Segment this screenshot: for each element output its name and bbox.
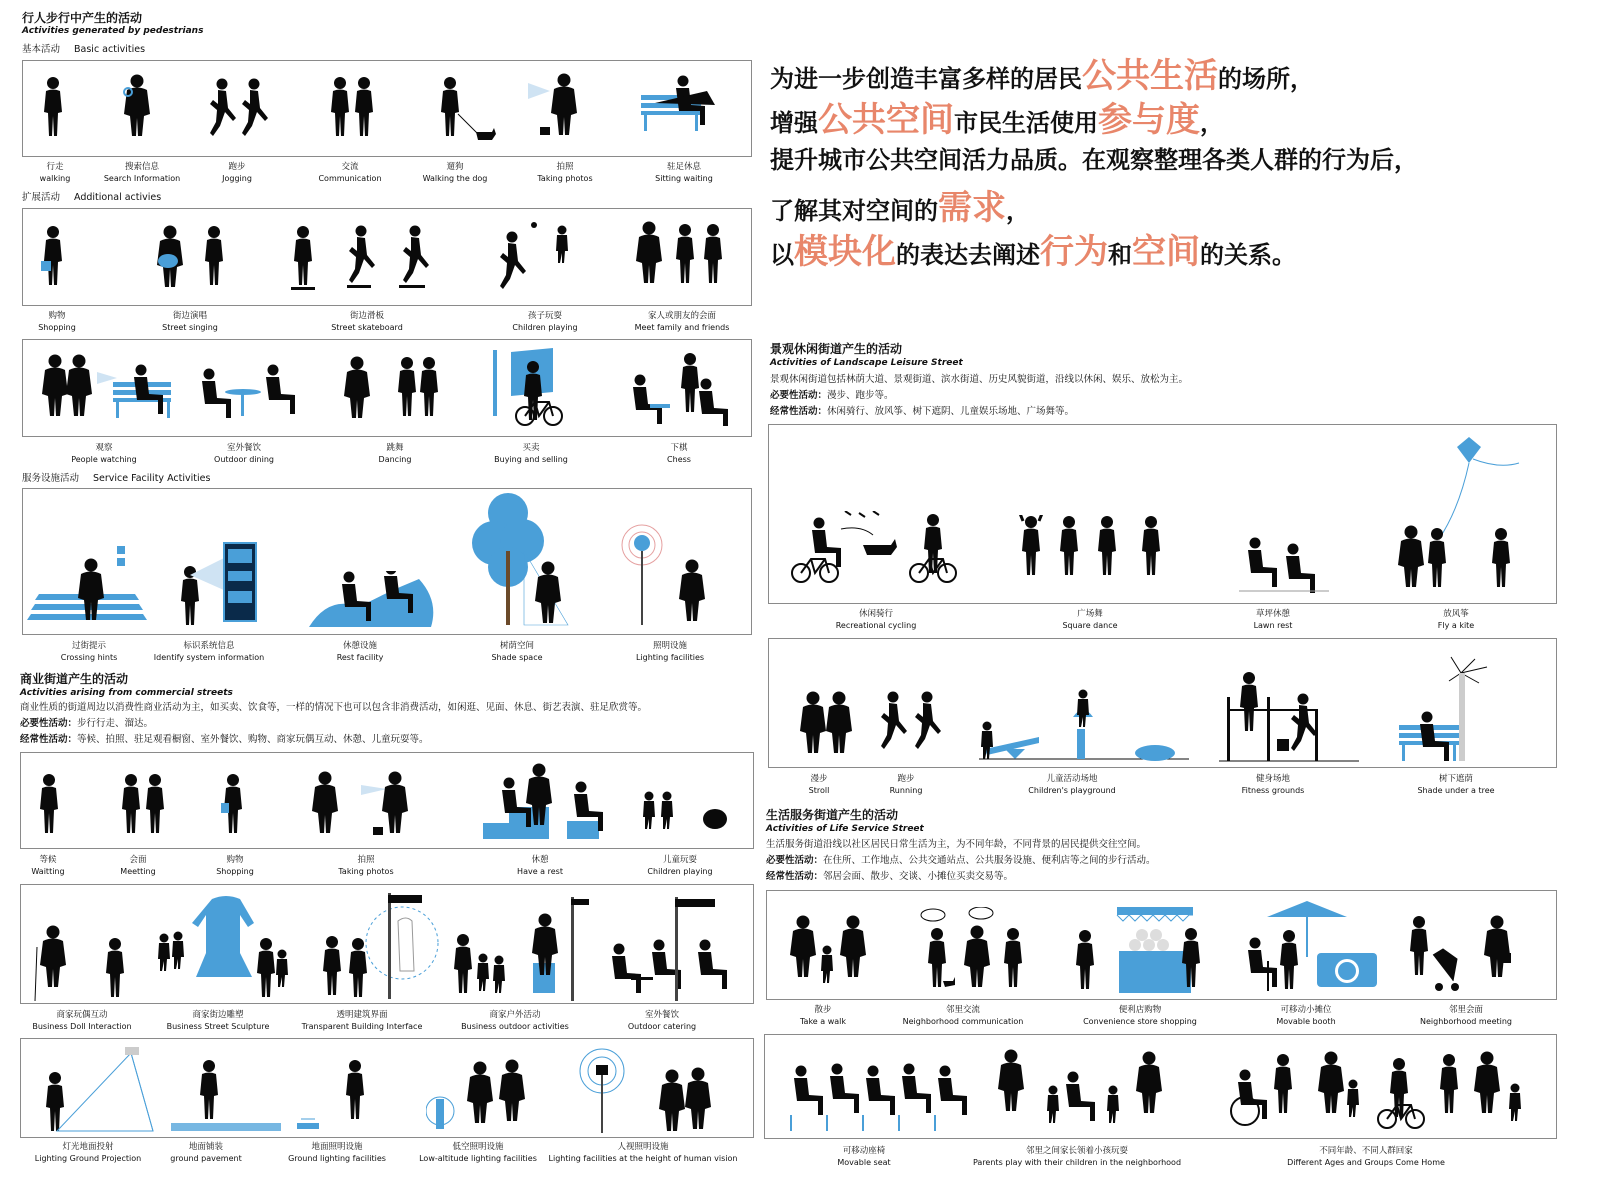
caption-kite: 放风筝 Fly a kite: [1437, 609, 1475, 630]
neighborhood-communication-figure: [917, 907, 1037, 993]
lighting-figure: [608, 507, 718, 629]
sign-info-figure: [168, 541, 268, 631]
lawn-rest-figure: [1239, 537, 1329, 593]
commercial-title: 商业街道产生的活动: [20, 672, 129, 686]
caption-take-walk: 散步 Take a walk: [799, 1005, 847, 1026]
basic-label: [22, 41, 159, 55]
caption-commercial-shopping: 购物 Shopping: [216, 855, 254, 876]
commercial-photo-figure: [311, 771, 421, 841]
tree-shade-figure: [1391, 653, 1551, 763]
business-outdoor-figure: [451, 893, 591, 1001]
caption-meeting: 会面 Meetting: [120, 855, 156, 876]
parents-children-figure: [995, 1049, 1185, 1135]
crossing-figure: [27, 544, 147, 630]
caption-commercial-photo: 拍照 Taking photos: [338, 855, 394, 876]
caption-photo: 拍照 Taking photos: [537, 162, 593, 183]
caption-projection: 灯光地面投射 Lighting Ground Projection: [34, 1142, 142, 1163]
convenience-store-figure: [1067, 901, 1217, 995]
caption-shade: 树荫空间 Shade space: [491, 641, 543, 662]
caption-chess: 下棋 Chess: [667, 443, 691, 464]
caption-sitting: 驻足休息 Sitting waiting: [655, 162, 713, 183]
caption-different-ages: 不同年龄、不同人群回家 Different Ages and Groups Come Home: [1287, 1146, 1445, 1167]
life-frequent-label: 经常性活动：: [766, 871, 824, 882]
caption-convenience: 便利店购物 Convenience store shopping: [1083, 1005, 1197, 1026]
caption-booth: 可移动小摊位 Movable booth: [1276, 1005, 1336, 1026]
service-panel: [22, 488, 752, 635]
buying-selling-figure: [491, 348, 581, 428]
basic-panel: [22, 60, 752, 157]
fitness-figure: [1219, 669, 1359, 763]
service-label: [22, 470, 224, 484]
caption-low-lighting: 低空照明设施 Low-altitude lighting facilities: [419, 1142, 537, 1163]
additional-panel-1: [22, 208, 752, 306]
shopping-figure: [41, 225, 77, 293]
transparent-interface-figure: [306, 891, 446, 1001]
pedestrians-title-en: Activities generated by pedestrians: [22, 26, 204, 36]
additional-label-en: Additional activies: [74, 192, 162, 203]
commercial-panel-3: [20, 1038, 754, 1138]
street-sculpture-figure: [156, 893, 296, 1001]
rest-facility-figure: [309, 571, 459, 631]
caption-cycling: 休闲骑行 Recreational cycling: [835, 609, 917, 630]
cycling-figure: [791, 511, 961, 591]
caption-square-dance: 广场舞 Square dance: [1062, 609, 1118, 630]
statement-line-2: 增强公共空间市民生活使用参与度，: [770, 100, 1224, 140]
pedestrians-title: 行人步行中产生的活动: [22, 11, 143, 25]
caption-shopping: 购物 Shopping: [38, 311, 76, 332]
life-panel-2: [764, 1034, 1557, 1139]
caption-meet: 家人或朋友的会面 Meet family and friends: [634, 311, 730, 332]
life-panel-1: [766, 890, 1557, 1000]
singing-figure: [156, 225, 236, 293]
leisure-necessary-label: 必要性活动：: [770, 390, 828, 401]
caption-waiting: 等候 Waitting: [31, 855, 65, 876]
meeting-figure: [119, 773, 171, 839]
outdoor-dining-figure: [191, 358, 301, 426]
commercial-shopping-figure: [221, 773, 257, 839]
people-watching-figure: [41, 354, 171, 426]
take-walk-figure: [789, 915, 879, 993]
dancing-figure: [343, 356, 443, 426]
life-desc-text: 生活服务街道沿线以社区居民日常生活为主，为不同年龄，不同背景的居民提供交往空间。: [766, 839, 1147, 850]
caption-jogging: 跑步 Jogging: [222, 162, 252, 183]
caption-running: 跑步 Running: [889, 774, 923, 795]
caption-lawn-rest: 草坪休憩 Lawn rest: [1253, 609, 1293, 630]
caption-watching: 观察 People watching: [71, 443, 137, 464]
caption-stroll: 漫步 Stroll: [808, 774, 830, 795]
jogging-figure: [208, 78, 278, 144]
caption-neighborhood-communication: 邻里交流 Neighborhood communication: [902, 1005, 1024, 1026]
caption-search: 搜索信息 Search Information: [103, 162, 181, 183]
life-necessary-label: 必要性活动：: [766, 855, 824, 866]
statement-line-1: 为进一步创造丰富多样的居民公共生活的场所，: [770, 56, 1314, 96]
caption-catering: 室外餐饮 Outdoor catering: [627, 1010, 697, 1031]
children-playing-figure: [498, 221, 588, 293]
caption-fitness: 健身场地 Fitness grounds: [1241, 774, 1305, 795]
caption-sign: 标识系统信息 Identify system information: [153, 641, 265, 662]
caption-crossing: 过街提示 Crossing hints: [60, 641, 118, 662]
commercial-desc: [20, 700, 750, 748]
commercial-panel-1: [20, 752, 754, 849]
leisure-panel-2: [768, 638, 1557, 768]
leisure-title: 景观休闲街道产生的活动: [770, 342, 903, 356]
caption-dancing: 跳舞 Dancing: [378, 443, 412, 464]
communication-figure: [328, 76, 380, 142]
skateboard-figure: [291, 225, 451, 295]
caption-playground: 儿童活动场地 Children's playground: [1028, 774, 1116, 795]
caption-lighting: 照明设施 Lighting facilities: [635, 641, 705, 662]
leisure-necessary: 漫步、跑步等。: [827, 390, 894, 401]
square-dance-figure: [1019, 515, 1179, 593]
dog-walking-figure: [438, 76, 498, 146]
caption-communication: 交流 Communication: [318, 162, 382, 183]
life-necessary: 在住所、工作地点、公共交通站点、公共服务设施、便利店等之间的步行活动。: [823, 855, 1156, 866]
walking-figure: [41, 76, 71, 142]
playground-figure: [979, 689, 1189, 763]
caption-pavement: 地面铺装 ground pavement: [170, 1142, 242, 1163]
commercial-desc-text: 商业性质的街道周边以消费性商业活动为主，如买卖、饮食等，一样的情况下也可以包含非消费活动，如闲逛、见面、休息、街艺表演、驻足欣赏等。: [20, 702, 648, 713]
meet-family-figure: [635, 221, 735, 293]
additional-label: [22, 189, 175, 203]
movable-seat-figure: [787, 1055, 967, 1133]
caption-ground-lighting: 地面照明设施 Ground lighting facilities: [288, 1142, 386, 1163]
leisure-frequent: 休闲骑行、放风筝、树下遮阴、儿童娱乐场地、广场舞等。: [827, 406, 1075, 417]
caption-commercial-children: 儿童玩耍 Children playing: [647, 855, 713, 876]
chess-figure: [628, 352, 728, 426]
caption-business-outdoor: 商家户外活动 Business outdoor activities: [461, 1010, 569, 1031]
caption-sculpture: 商家街边雕塑 Business Street Sculpture: [166, 1010, 270, 1031]
caption-singing: 街边演唱 Street singing: [162, 311, 218, 332]
have-rest-figure: [483, 763, 603, 841]
leisure-frequent-label: 经常性活动：: [770, 406, 828, 417]
basic-label-cn: 基本活动: [22, 44, 61, 55]
caption-have-rest: 休憩 Have a rest: [517, 855, 563, 876]
commercial-necessary-label: 必要性活动：: [20, 718, 78, 729]
basic-label-en: Basic activities: [74, 44, 146, 55]
commercial-frequent-label: 经常性活动：: [20, 734, 78, 745]
commercial-children-figure: [641, 791, 731, 841]
leisure-title-en: Activities of Landscape Leisure Street: [770, 358, 963, 368]
ground-projection-figure: [35, 1047, 155, 1135]
leisure-desc: [770, 372, 1570, 420]
caption-children: 孩子玩耍 Children playing: [512, 311, 578, 332]
shade-space-figure: [468, 491, 578, 631]
caption-walking: 行走 walking: [39, 162, 71, 183]
leisure-desc-text: 景观休闲街道包括林荫大道、景观街道、滨水街道、历史风貌街道，沿线以休闲、娱乐、放松为主。: [770, 374, 1189, 385]
caption-movable-seat: 可移动座椅 Movable seat: [837, 1146, 891, 1167]
additional-label-cn: 扩展活动: [22, 192, 61, 203]
caption-tree-shade: 树下遮荫 Shade under a tree: [1417, 774, 1495, 795]
leisure-panel-1: [768, 424, 1557, 604]
movable-booth-figure: [1237, 897, 1387, 995]
statement-line-5: 以模块化的表达去阐述行为和空间的关系。: [770, 232, 1296, 272]
doll-interaction-figure: [33, 925, 143, 1001]
caption-buying: 买卖 Buying and selling: [494, 443, 568, 464]
low-altitude-lighting-figure: [426, 1053, 546, 1135]
service-label-cn: 服务设施活动: [22, 473, 80, 484]
caption-dog: 遛狗 Walking the dog: [422, 162, 488, 183]
commercial-necessary: 步行行走、溜达。: [77, 718, 154, 729]
waiting-figure: [37, 773, 67, 839]
caption-skateboard: 街边滑板 Street skateboard: [331, 311, 403, 332]
statement-line-3: 提升城市公共空间活力品质。在观察整理各类人群的行为后，: [770, 146, 1418, 174]
life-title: 生活服务街道产生的活动: [766, 808, 899, 822]
caption-rest: 休憩设施 Rest facility: [336, 641, 384, 662]
life-desc: [766, 837, 1566, 885]
life-frequent: 邻居会面、散步、交谈、小摊位买卖交易等。: [823, 871, 1014, 882]
running-figure: [879, 691, 949, 761]
statement-line-4: 了解其对空间的需求，: [770, 188, 1030, 228]
stroll-figure: [799, 691, 863, 763]
caption-meeting-neighbors: 邻里会面 Neighborhood meeting: [1419, 1005, 1513, 1026]
different-ages-figure: [1227, 1049, 1547, 1135]
caption-doll: 商家玩偶互动 Business Doll Interaction: [32, 1010, 132, 1031]
life-title-en: Activities of Life Service Street: [766, 824, 924, 834]
sitting-figure: [641, 75, 731, 145]
ground-lighting-figure: [291, 1059, 391, 1135]
caption-vision-lighting: 人视照明设施 Lighting facilities at the height of human vision: [548, 1142, 738, 1163]
additional-panel-2: [22, 339, 752, 437]
caption-transparent: 透明建筑界面 Transparent Building Interface: [301, 1010, 423, 1031]
search-info-figure: [123, 74, 157, 140]
caption-parents-children: 邻里之间家长领着小孩玩耍 Parents play with their children in the neighborhood: [972, 1146, 1182, 1167]
outdoor-catering-figure: [601, 893, 746, 1001]
human-vision-lighting-figure: [576, 1045, 746, 1135]
caption-dining: 室外餐饮 Outdoor dining: [214, 443, 274, 464]
commercial-frequent: 等候、拍照、驻足观看橱窗、室外餐饮、购物、商家玩偶互动、休憩、儿童玩耍等。: [77, 734, 429, 745]
commercial-title-en: Activities arising from commercial streets: [20, 688, 233, 698]
photo-figure: [528, 73, 588, 143]
neighborhood-meeting-figure: [1407, 915, 1527, 993]
kite-figure: [1389, 429, 1549, 595]
commercial-panel-2: [20, 884, 754, 1004]
pavement-figure: [171, 1059, 281, 1135]
service-label-en: Service Facility Activities: [93, 473, 211, 484]
